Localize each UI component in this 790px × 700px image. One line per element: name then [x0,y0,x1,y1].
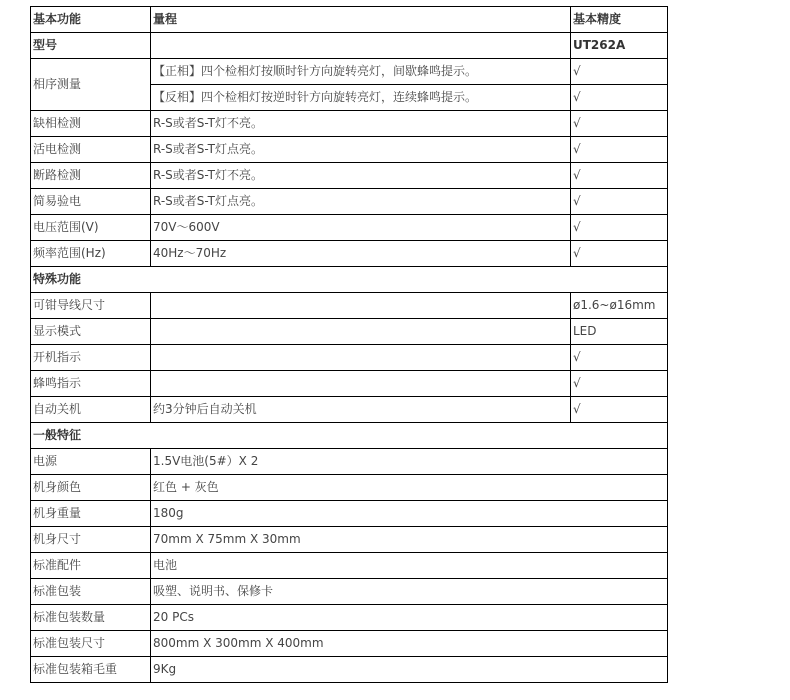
row-value: R-S或者S-T灯不亮。 [151,111,571,137]
table-header-row [31,7,668,33]
row-label: 标准包装 [31,579,151,605]
spec-table [30,6,668,683]
table-row [31,345,668,371]
row-value [151,293,571,319]
table-row [31,189,668,215]
table-row [31,111,668,137]
row-label: 可钳导线尺寸 [31,293,151,319]
phase-reverse-mark: √ [571,85,668,111]
row-value: 红色 + 灰色 [151,475,668,501]
row-mark: √ [571,163,668,189]
row-label: 标准包装数量 [31,605,151,631]
row-label: 频率范围(Hz) [31,241,151,267]
model-row [31,33,668,59]
table-row [31,475,668,501]
row-mark: ø1.6~ø16mm [571,293,668,319]
row-mark: √ [571,241,668,267]
row-label: 开机指示 [31,345,151,371]
model-value [151,33,571,59]
header-accuracy: 基本精度 [571,7,668,33]
row-value: R-S或者S-T灯点亮。 [151,189,571,215]
row-mark: √ [571,345,668,371]
row-label: 机身尺寸 [31,527,151,553]
header-function: 基本功能 [31,7,151,33]
row-mark: √ [571,397,668,423]
section-row-general [31,423,668,449]
phase-seq-label: 相序测量 [31,59,151,111]
model-label: 型号 [31,33,151,59]
row-value: 约3分钟后自动关机 [151,397,571,423]
row-label: 标准配件 [31,553,151,579]
row-value: 1.5V电池(5#）X 2 [151,449,668,475]
row-label: 机身颜色 [31,475,151,501]
row-label: 显示模式 [31,319,151,345]
row-value: 电池 [151,553,668,579]
table-row [31,501,668,527]
row-value: 9Kg [151,657,668,683]
phase-seq-forward-row [31,59,668,85]
row-mark: √ [571,137,668,163]
table-row [31,163,668,189]
row-label: 活电检测 [31,137,151,163]
table-row [31,241,668,267]
phase-forward-desc: 【正相】四个检相灯按顺时针方向旋转亮灯，间歇蜂鸣提示。 [151,59,571,85]
phase-forward-mark: √ [571,59,668,85]
row-label: 电源 [31,449,151,475]
row-label: 自动关机 [31,397,151,423]
table-row [31,319,668,345]
row-value [151,319,571,345]
table-row [31,657,668,683]
row-label: 缺相检测 [31,111,151,137]
table-row [31,605,668,631]
model-number: UT262A [571,33,668,59]
row-label: 标准包装箱毛重 [31,657,151,683]
table-row [31,449,668,475]
table-row [31,293,668,319]
section-heading-general: 一般特征 [31,423,668,449]
row-value: 800mm X 300mm X 400mm [151,631,668,657]
row-label: 简易验电 [31,189,151,215]
row-value: 70mm X 75mm X 30mm [151,527,668,553]
section-heading-special: 特殊功能 [31,267,668,293]
row-mark: LED [571,319,668,345]
row-mark: √ [571,371,668,397]
row-value: 吸塑、说明书、保修卡 [151,579,668,605]
row-value: R-S或者S-T灯点亮。 [151,137,571,163]
table-row [31,579,668,605]
row-label: 标准包装尺寸 [31,631,151,657]
row-label: 断路检测 [31,163,151,189]
row-value: R-S或者S-T灯不亮。 [151,163,571,189]
row-label: 机身重量 [31,501,151,527]
row-value: 20 PCs [151,605,668,631]
table-row [31,527,668,553]
table-row [31,137,668,163]
header-range: 量程 [151,7,571,33]
row-value: 70V～600V [151,215,571,241]
row-value: 180g [151,501,668,527]
row-label: 蜂鸣指示 [31,371,151,397]
table-row [31,631,668,657]
phase-reverse-desc: 【反相】四个检相灯按逆时针方向旋转亮灯，连续蜂鸣提示。 [151,85,571,111]
row-value: 40Hz～70Hz [151,241,571,267]
row-mark: √ [571,111,668,137]
table-row [31,397,668,423]
table-row [31,215,668,241]
row-value [151,345,571,371]
row-label: 电压范围(V) [31,215,151,241]
row-value [151,371,571,397]
row-mark: √ [571,189,668,215]
table-row [31,553,668,579]
row-mark: √ [571,215,668,241]
table-row [31,371,668,397]
section-row-special [31,267,668,293]
